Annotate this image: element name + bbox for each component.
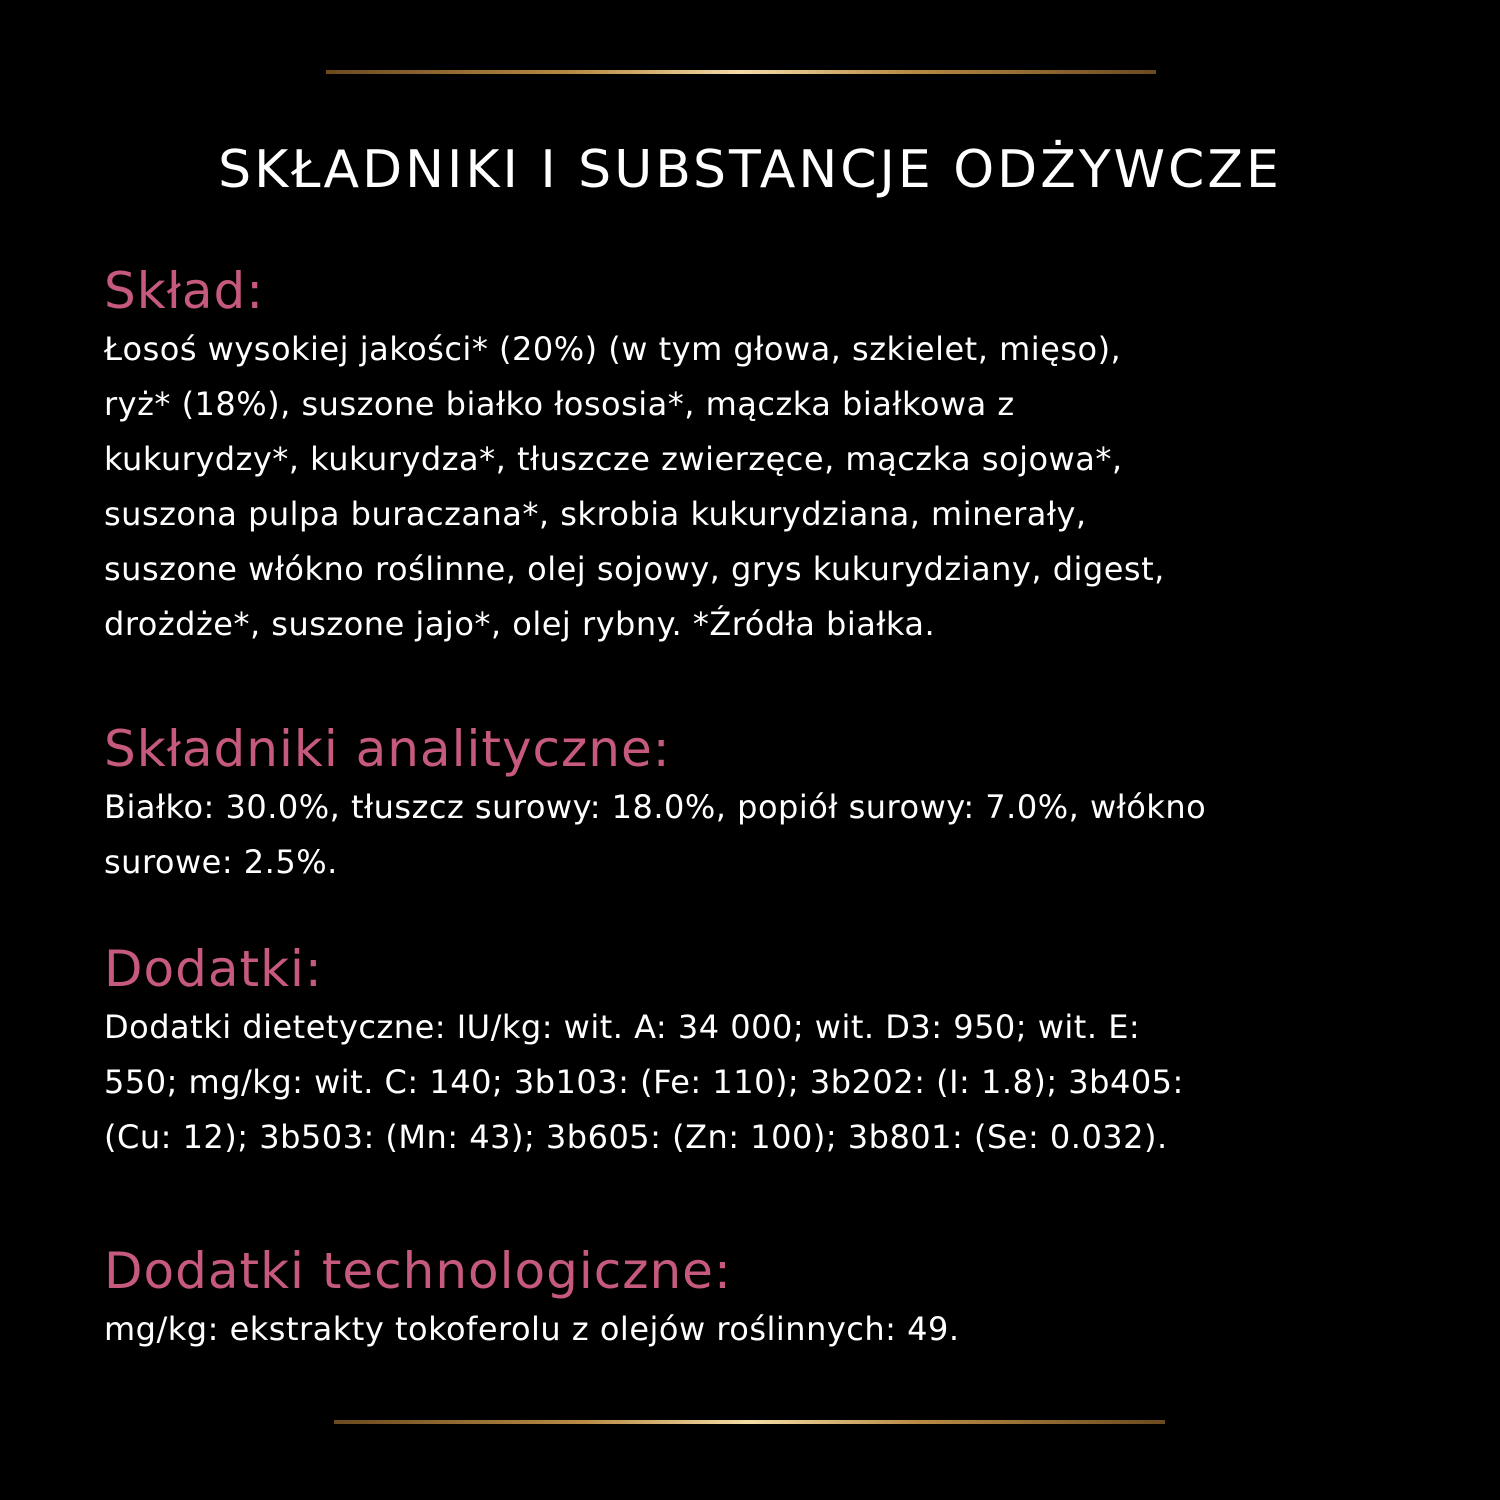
bottom-gold-divider <box>334 1420 1165 1424</box>
section-body-skladniki-analityczne <box>104 780 1474 890</box>
body-line: suszone włókno roślinne, olej sojowy, grys kukurydziany, digest, <box>104 550 1165 588</box>
body-line: Łosoś wysokiej jakości* (20%) (w tym głowa, szkielet, mięso), <box>104 330 1122 368</box>
body-line: kukurydzy*, kukurydza*, tłuszcze zwierzęce, mączka sojowa*, <box>104 440 1123 478</box>
page-title: SKŁADNIKI I SUBSTANCJE ODŻYWCZE <box>218 140 1282 200</box>
section-body-dodatki <box>104 1000 1474 1165</box>
body-line: suszona pulpa buraczana*, skrobia kukurydziana, minerały, <box>104 495 1087 533</box>
section-heading-dodatki-technologiczne: Dodatki technologiczne: <box>104 1242 732 1300</box>
section-dodatki-technologiczne <box>104 1240 1474 1357</box>
top-gold-divider <box>326 70 1156 74</box>
section-heading-dodatki: Dodatki: <box>104 940 323 998</box>
section-dodatki <box>104 938 1474 1165</box>
section-sklad <box>104 260 1474 652</box>
body-line: surowe: 2.5%. <box>104 843 338 881</box>
body-line: 550; mg/kg: wit. C: 140; 3b103: (Fe: 110); 3b202: (I: 1.8); 3b405: <box>104 1063 1184 1101</box>
section-heading-skladniki-analityczne: Składniki analityczne: <box>104 720 671 778</box>
body-line: Dodatki dietetyczne: IU/kg: wit. A: 34 000; wit. D3: 950; wit. E: <box>104 1008 1141 1046</box>
body-line: mg/kg: ekstrakty tokoferolu z olejów roślinnych: 49. <box>104 1310 960 1348</box>
body-line: Białko: 30.0%, tłuszcz surowy: 18.0%, popiół surowy: 7.0%, włókno <box>104 788 1207 826</box>
section-skladniki-analityczne <box>104 718 1474 890</box>
section-body-dodatki-technologiczne <box>104 1302 1474 1357</box>
body-line: drożdże*, suszone jajo*, olej rybny. *Źródła białka. <box>104 605 936 643</box>
section-heading-sklad: Skład: <box>104 262 265 320</box>
body-line: ryż* (18%), suszone białko łososia*, mączka białkowa z <box>104 385 1015 423</box>
body-line: (Cu: 12); 3b503: (Mn: 43); 3b605: (Zn: 100); 3b801: (Se: 0.032). <box>104 1118 1168 1156</box>
section-body-sklad <box>104 322 1474 652</box>
